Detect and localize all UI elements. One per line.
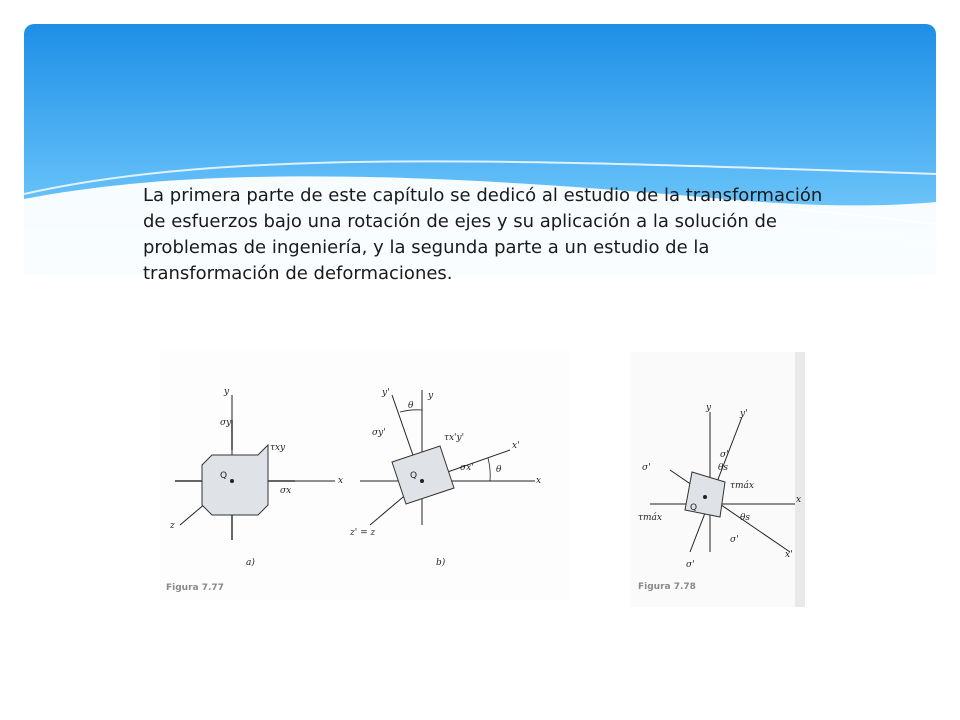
figure-7-78-caption: Figura 7.78 [638,582,696,592]
panel-a-sigma-x: σx [280,486,292,496]
panel-a-point-q: Q [220,471,228,481]
figure-7-78 [630,352,805,607]
panel-b-axis-yp: y' [382,388,390,398]
panel-a-axis-x: x [338,476,344,486]
fig778-axis-yp: y' [740,409,748,419]
panel-b-theta-top: θ [408,401,414,411]
fig778-tau-max-left: τmáx [638,513,662,523]
fig778-axis-y: y [706,403,712,413]
fig778-sigma-bottom: σ' [686,560,695,570]
fig778-axis-xp: x' [785,550,793,560]
panel-b-point-q: Q [410,471,418,481]
slide-body-text: La primera parte de este capítulo se dedicó al estudio de la transformación de esfuerzos bajo una rotación de ejes y su aplicación a la solución de problemas de ingeniería, y la segunda parte a un estudio de la transformación de deformaciones. [143,185,823,284]
panel-a-tau-xy: τxy [270,443,286,453]
panel-b-tau-xpyp: τx'y' [444,433,465,443]
fig778-sigma-right: σ' [730,535,739,545]
panel-b-sublabel: b) [436,558,446,568]
fig778-sigma-left: σ' [642,463,651,473]
figure-7-77-caption: Figura 7.77 [166,583,224,593]
panel-a-axis-y: y [224,387,230,397]
fig778-sigma-top: σ' [720,450,729,460]
panel-b-axis-y: y [428,391,434,401]
panel-b-sigma-xp: σx' [460,463,474,473]
panel-b-axis-z: z' = z [350,528,376,538]
panel-b-axis-xp: x' [512,441,520,451]
figure-7-77 [160,350,570,600]
fig778-point-q: Q [690,503,698,513]
panel-a-sigma-y: σy [220,418,232,428]
panel-b-sigma-yp: σy' [372,428,386,438]
panel-b-theta-right: θ [496,465,502,475]
panel-a-sublabel: a) [246,558,255,568]
fig778-axis-x: x [796,495,802,505]
fig778-tau-max-right: τmáx [730,481,754,491]
fig778-theta-s-right: θs [740,513,751,523]
panel-b-axis-x: x [536,476,542,486]
fig778-theta-s-top: θs [718,463,729,473]
panel-a-axis-z: z [170,521,175,531]
